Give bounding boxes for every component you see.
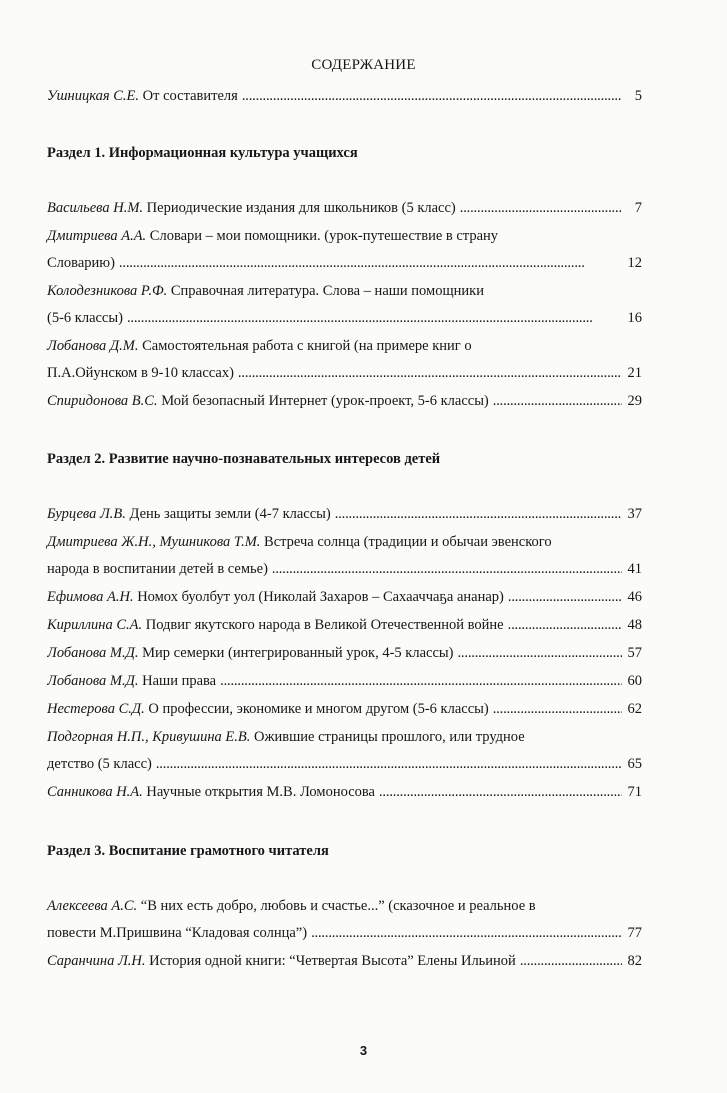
entry-author: Лобанова М.Д. <box>47 645 139 661</box>
toc-entry-continuation[interactable] <box>47 310 642 330</box>
entry-page: 16 <box>627 310 642 326</box>
entry-page: 60 <box>627 673 642 689</box>
toc-entry-first-line[interactable] <box>47 338 642 358</box>
entry-title: О профессии, экономике и многом другом (5-6 классы) <box>144 701 489 717</box>
entry-author: Кириллина С.А. <box>47 617 143 633</box>
entry-title-continued: Словарию) <box>47 255 115 271</box>
page-number: 3 <box>359 1043 368 1058</box>
dot-leader <box>127 310 622 327</box>
entry-title: Самостоятельная работа с книгой (на примере книг о <box>138 338 472 354</box>
entry-page: 7 <box>634 200 642 216</box>
toc-entry[interactable] <box>47 953 642 973</box>
entry-author: Нестерова С.Д. <box>47 701 145 717</box>
entry-title: Мой безопасный Интернет (урок-проект, 5-6 классы) <box>157 393 489 409</box>
entry-author: Колодезникова Р.Ф. <box>47 283 168 299</box>
dot-leader <box>493 393 622 410</box>
toc-entry[interactable] <box>47 506 642 526</box>
dot-leader <box>460 200 622 217</box>
entry-title: Справочная литература. Слова – наши помощники <box>167 283 484 299</box>
entry-author: Ефимова А.Н. <box>47 589 134 605</box>
entry-author: Ушницкая С.Е. <box>47 88 140 104</box>
toc-entry[interactable] <box>47 617 642 637</box>
toc-entry[interactable] <box>47 673 642 693</box>
entry-page: 57 <box>627 645 642 661</box>
toc-entry-continuation[interactable] <box>47 925 642 945</box>
entry-author: Саранчина Л.Н. <box>47 953 146 969</box>
entry-title: Словари – мои помощники. (урок-путешествие в страну <box>146 228 499 244</box>
toc-entry-intro[interactable] <box>47 88 642 108</box>
toc-entry-first-line[interactable] <box>47 729 642 749</box>
entry-page: 21 <box>627 365 642 381</box>
entry-title-continued: повести М.Пришвина “Кладовая солнца”) <box>47 925 308 941</box>
entry-title: Встреча солнца (традиции и обычаи эвенского <box>260 534 552 550</box>
entry-author: Дмитриева А.А. <box>47 228 147 244</box>
section-heading-3: Раздел 3. Воспитание грамотного читателя <box>47 843 329 859</box>
entry-page: 82 <box>627 953 642 969</box>
entry-page: 48 <box>627 617 642 633</box>
toc-entry-first-line[interactable] <box>47 283 642 303</box>
dot-leader <box>508 617 622 634</box>
entry-author: Подгорная Н.П., Кривушина Е.В. <box>47 729 251 745</box>
dot-leader <box>493 701 622 718</box>
entry-title: Подвиг якутского народа в Великой Отечественной войне <box>142 617 504 633</box>
dot-leader <box>272 561 622 578</box>
entry-page: 62 <box>627 701 642 717</box>
entry-page: 5 <box>634 88 642 104</box>
entry-title: День защиты земли (4-7 классы) <box>125 506 331 522</box>
toc-entry[interactable] <box>47 645 642 665</box>
dot-leader <box>520 953 622 970</box>
entry-page: 46 <box>627 589 642 605</box>
entry-page: 65 <box>627 756 642 772</box>
entry-author: Лобанова Д.М. <box>47 338 139 354</box>
entry-title-continued: детство (5 класс) <box>47 756 152 772</box>
section-heading-1: Раздел 1. Информационная культура учащихся <box>47 145 358 161</box>
entry-title: Научные открытия М.В. Ломоносова <box>142 784 375 800</box>
dot-leader <box>335 506 622 523</box>
toc-entry-continuation[interactable] <box>47 561 642 581</box>
dot-leader <box>238 365 622 382</box>
toc-entry-continuation[interactable] <box>47 756 642 776</box>
entry-author: Дмитриева Ж.Н., Мушникова Т.М. <box>47 534 261 550</box>
entry-title: Мир семерки (интегрированный урок, 4-5 классы) <box>138 645 454 661</box>
entry-title: Периодические издания для школьников (5 класс) <box>143 200 456 216</box>
entry-title-continued: народа в воспитании детей в семье) <box>47 561 268 577</box>
entry-title: Ожившие страницы прошлого, или трудное <box>250 729 525 745</box>
toc-entry[interactable] <box>47 784 642 804</box>
toc-entry[interactable] <box>47 589 642 609</box>
entry-author: Санникова Н.А. <box>47 784 143 800</box>
entry-page: 71 <box>627 784 642 800</box>
dot-leader <box>220 673 622 690</box>
entry-title-continued: П.А.Ойунском в 9-10 классах) <box>47 365 234 381</box>
entry-author: Лобанова М.Д. <box>47 673 139 689</box>
entry-title: Наши права <box>138 673 217 689</box>
entry-author: Спиридонова В.С. <box>47 393 158 409</box>
toc-entry[interactable] <box>47 701 642 721</box>
entry-author: Бурцева Л.В. <box>47 506 126 522</box>
page-title: СОДЕРЖАНИЕ <box>311 57 416 73</box>
entry-title: От составителя <box>139 88 238 104</box>
dot-leader <box>508 589 622 606</box>
dot-leader <box>156 756 622 773</box>
toc-entry-continuation[interactable] <box>47 255 642 275</box>
section-heading-2: Раздел 2. Развитие научно-познавательных интересов детей <box>47 451 441 467</box>
entry-author: Васильева Н.М. <box>47 200 144 216</box>
toc-entry[interactable] <box>47 200 642 220</box>
entry-title: Номох буолбут уол (Николай Захаров – Сахааччаҕа ананар) <box>133 589 504 605</box>
entry-page: 37 <box>627 506 642 522</box>
toc-entry-continuation[interactable] <box>47 365 642 385</box>
toc-entry-first-line[interactable] <box>47 534 642 554</box>
entry-title: История одной книги: “Четвертая Высота” Елены Ильиной <box>145 953 516 969</box>
entry-author: Алексеева А.С. <box>47 898 138 914</box>
dot-leader <box>379 784 622 801</box>
dot-leader <box>457 645 622 662</box>
toc-entry-first-line[interactable] <box>47 898 642 918</box>
entry-title: “В них есть добро, любовь и счастье...” (сказочное и реальное в <box>137 898 536 914</box>
dot-leader <box>311 925 622 942</box>
entry-page: 77 <box>627 925 642 941</box>
entry-page: 29 <box>627 393 642 409</box>
dot-leader <box>119 255 622 272</box>
entry-page: 12 <box>627 255 642 271</box>
entry-page: 41 <box>627 561 642 577</box>
toc-entry-first-line[interactable] <box>47 228 642 248</box>
toc-entry[interactable] <box>47 393 642 413</box>
dot-leader <box>242 88 622 105</box>
entry-title-continued: (5-6 классы) <box>47 310 123 326</box>
